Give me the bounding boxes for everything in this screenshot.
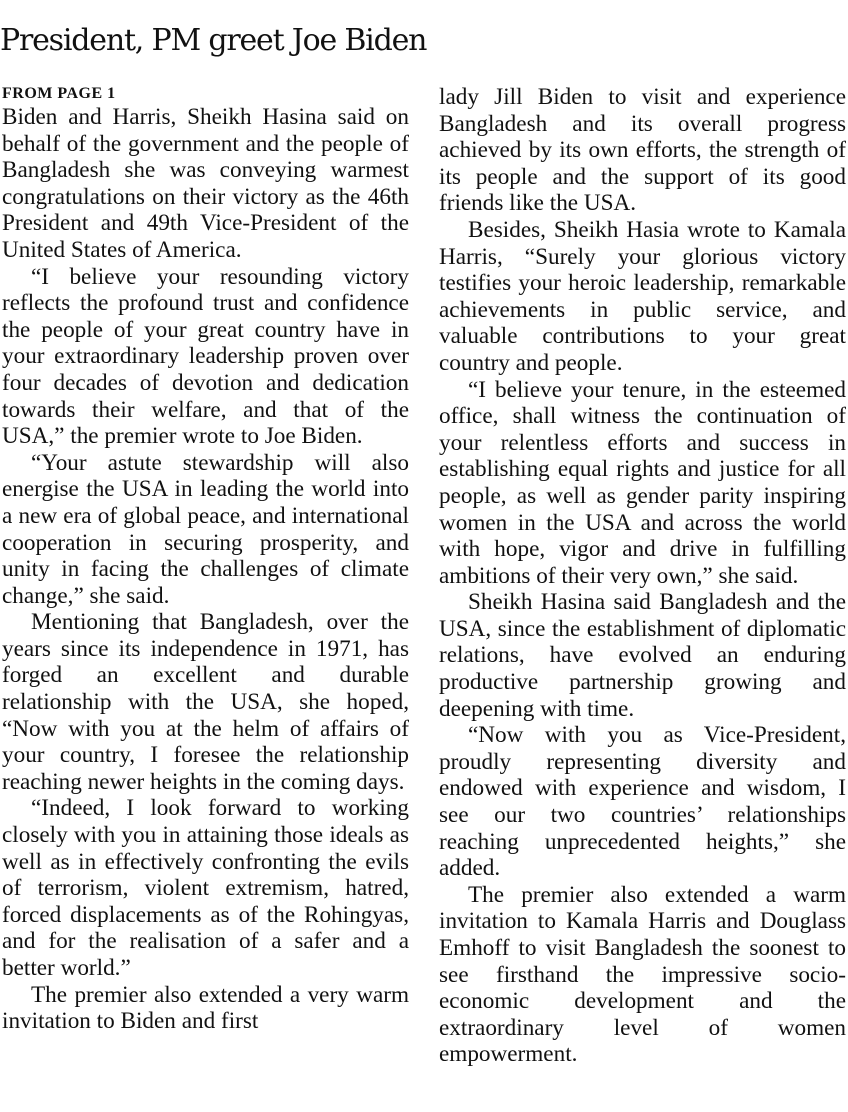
paragraph: “I believe your tenure, in the esteemed office, shall witness the continuation of your relentless efforts and success in establishing equal rights and justice for all people, as well as gender parity inspiring women in the USA and across the world with hope, vigor and drive in fulfilling ambitions of their very own,” she said. [439,376,846,589]
paragraph: Besides, Sheikh Hasia wrote to Kamala Harris, “Surely your glorious victory testifies your heroic leadership, remarkable achievements in public service, and valuable contributions to your great country and people. [439,216,846,376]
article-column-right [439,84,846,1112]
jump-line: FROM PAGE 1 [2,85,116,102]
paragraph: lady Jill Biden to visit and experience Bangladesh and its overall progress achieved by its own efforts, the strength of its people and the support of its good friends like the USA. [439,84,846,217]
paragraph: The premier also extended a warm invitation to Kamala Harris and Douglass Emhoff to visit Bangladesh the soonest to see firsthand the impressive socio-economic development and the extraordinary level of women empowerment. [439,881,846,1068]
article-column-left [2,84,409,1112]
paragraph: “I believe your resounding victory reflects the profound trust and confidence the people of your great country have in your extraordinary leadership proven over four decades of devotion and dedication towards their welfare, and that of the USA,” the premier wrote to Joe Biden. [2,263,409,450]
paragraph: Sheikh Hasina said Bangladesh and the USA, since the establishment of diplomatic relations, have evolved an enduring productive partnership growing and deepening with time. [439,589,846,722]
paragraph: Mentioning that Bangladesh, over the years since its independence in 1971, has forged an excellent and durable relationship with the USA, she hoped, “Now with you at the helm of affairs of your country, I foresee the relationship reaching newer heights in the coming days. [2,609,409,795]
paragraph: “Now with you as Vice-President, proudly representing diversity and endowed with experience and wisdom, I see our two countries’ relationships reaching unprecedented heights,” she added. [439,722,846,882]
paragraph: “Indeed, I look forward to working closely with you in attaining those ideals as well as in effectively confronting the evils of terrorism, violent extremism, hatred, forced displacements as of the Rohingyas, and for the realisation of a safer and a better world.” [2,795,409,981]
headline: President, PM greet Joe Biden [0,23,427,58]
paragraph: “Your astute stewardship will also energise the USA in leading the world into a new era of global peace, and international cooperation in securing prosperity, and unity in facing the challenges of climate change,” she said. [2,449,409,609]
paragraph: Biden and Harris, Sheikh Hasina said on behalf of the government and the people of Bangladesh she was conveying warmest congratulations on their victory as the 46th President and 49th Vice-President of the United States of America. [2,104,409,263]
paragraph: The premier also extended a very warm invitation to Biden and first [2,981,409,1035]
